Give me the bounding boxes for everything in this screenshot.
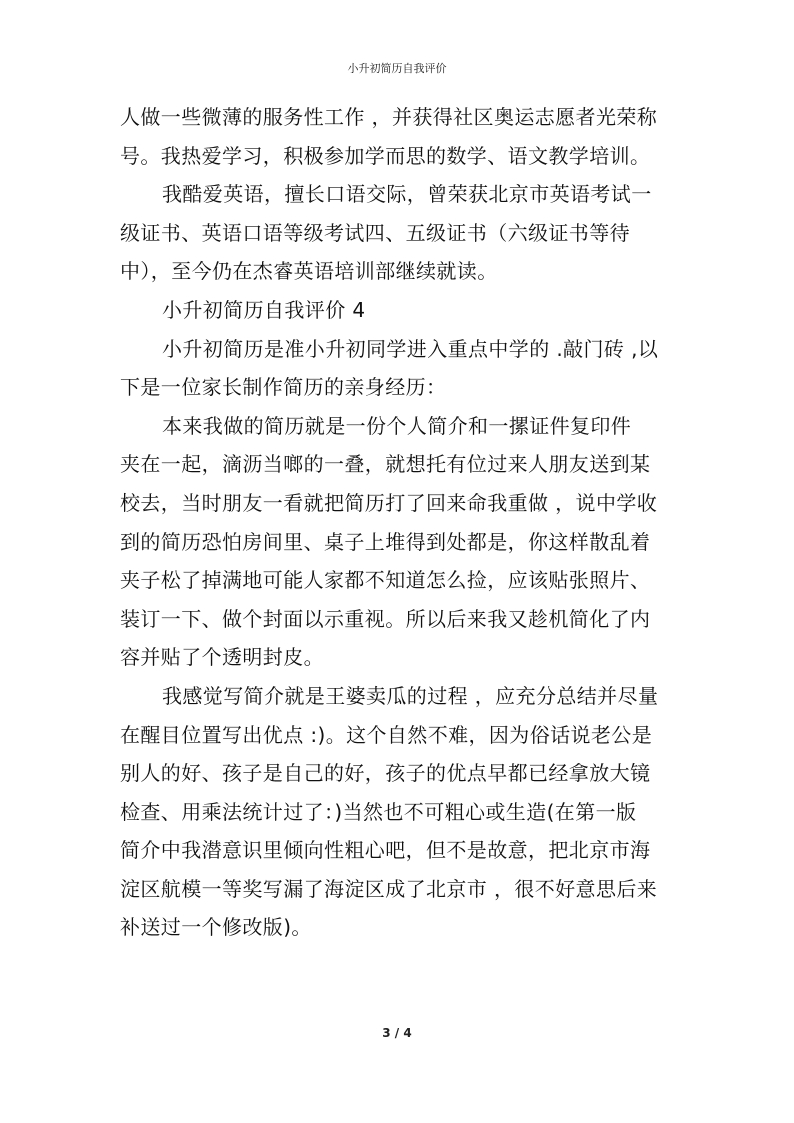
text-line: 中），至今仍在杰睿英语培训部继续就读。 [120, 259, 498, 284]
paragraph-first-line: 小升初简历是准小升初同学进入重点中学的 .敲门砖 ,以 [162, 336, 659, 361]
page-header: 小升初简历自我评价 [347, 62, 447, 75]
text-line: 在醒目位置写出优点 :)。这个自然不难，因为俗话说老公是 [120, 722, 653, 747]
text-line: 夹在一起，滴沥当啷的一叠，就想托有位过来人朋友送到某 [120, 452, 651, 477]
text-line: 级证书、英语口语等级考试四、五级证书（六级证书等待 [120, 220, 630, 245]
paragraph-first-line: 我酷爱英语，擅长口语交际，曾荣获北京市英语考试一 [162, 182, 652, 207]
paragraph-first-line: 我感觉写简介就是王婆卖瓜的过程 ，应充分总结并尽量 [162, 683, 659, 708]
text-line: 装订一下、做个封面以示重视。所以后来我又趁机简化了内 [120, 606, 651, 631]
text-line: 淀区航模一等奖写漏了海淀区成了北京市 ，很不好意思后来 [120, 876, 658, 901]
text-line: 检查、用乘法统计过了：)当然也不可粗心或生造(在第一版 [120, 799, 637, 824]
text-line: 夹子松了掉满地可能人家都不知道怎么捡，应该贴张照片、 [120, 568, 651, 593]
text-line: 别人的好、孩子是自己的好，孩子的优点早都已经拿放大镜 [120, 761, 651, 786]
page-number: 3 / 4 [382, 1026, 412, 1040]
section-heading: 小升初简历自我评价 4 [162, 297, 366, 322]
text-line: 校去，当时朋友一看就把简历打了回来命我重做 ，说中学收 [120, 490, 658, 515]
body-text [120, 98, 680, 947]
text-line: 补送过一个修改版)。 [120, 915, 312, 940]
text-line: 到的简历恐怕房间里、桌子上堆得到处都是，你这样散乱着 [120, 529, 651, 554]
text-line: 容并贴了个透明封皮。 [120, 645, 324, 670]
text-line: 人做一些微薄的服务性工作 ，并获得社区奥运志愿者光荣称 [120, 105, 658, 129]
text-line: 下是一位家长制作简历的亲身经历： [120, 375, 447, 400]
text-line: 简介中我潜意识里倾向性粗心吧，但不是故意，把北京市海 [120, 838, 651, 863]
text-line: 号。我热爱学习，积极参加学而思的数学、语文教学培训。 [120, 143, 651, 168]
paragraph-first-line: 本来我做的简历就是一份个人简介和一摞证件复印件 [162, 413, 632, 438]
